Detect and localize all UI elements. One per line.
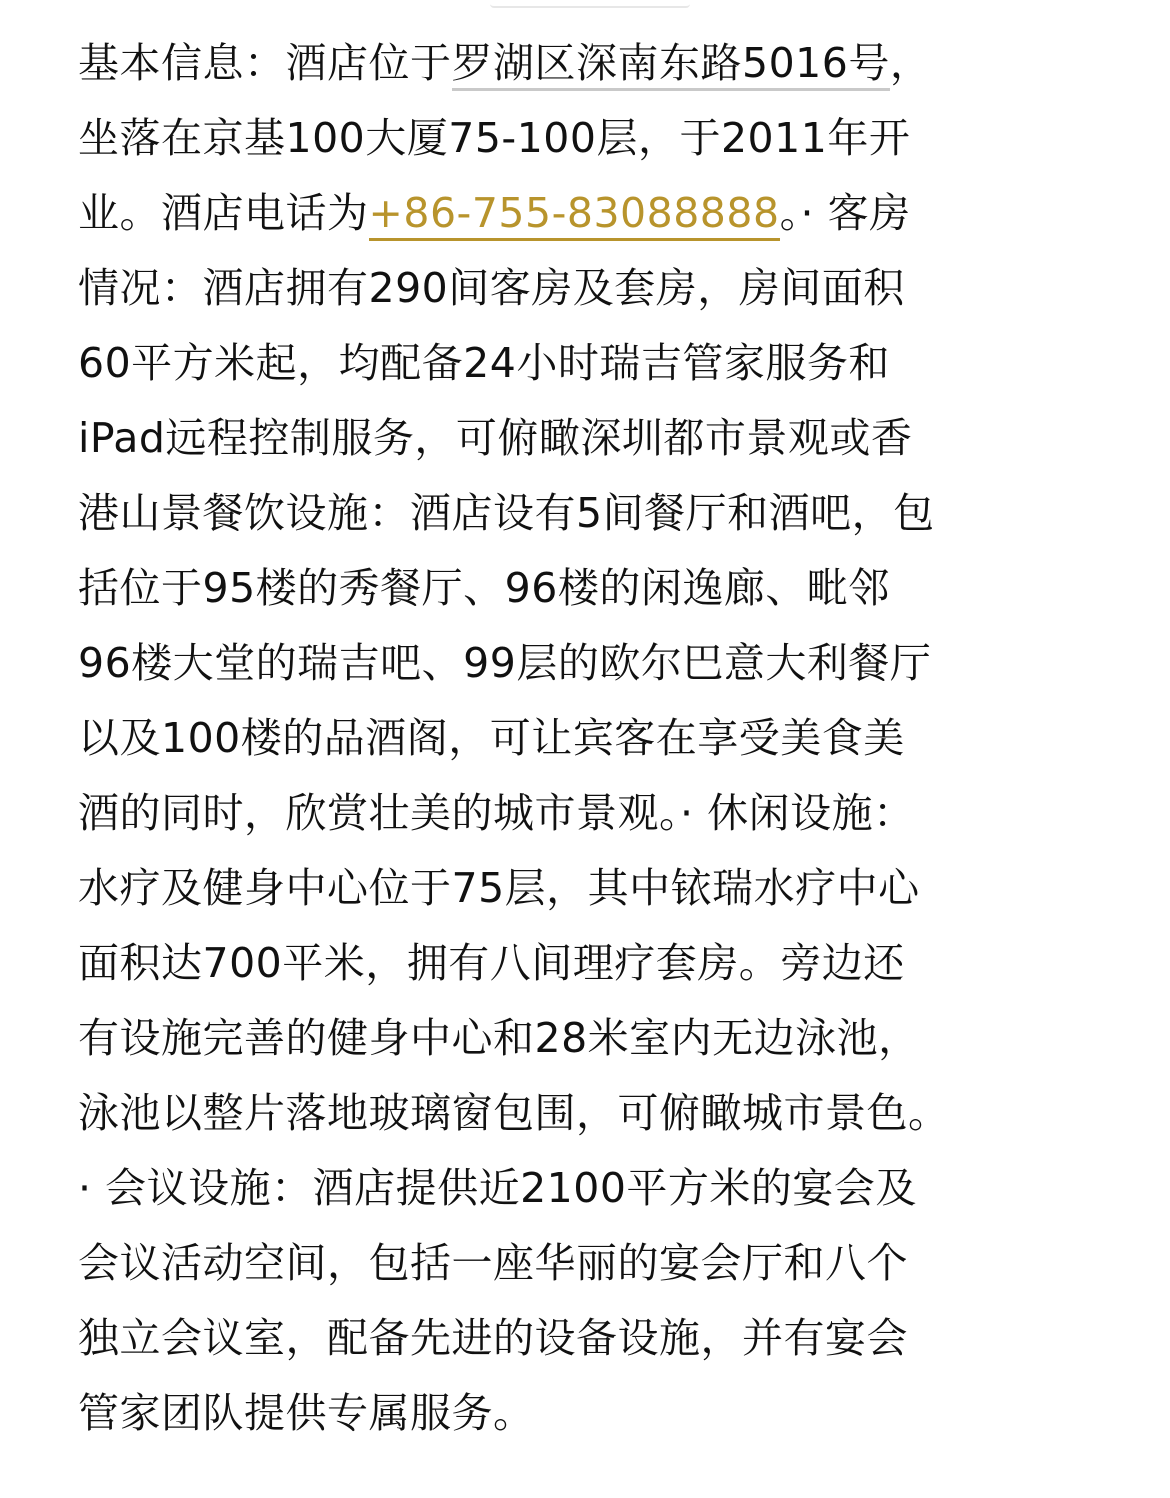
text-line: 有设施完善的健身中心和28米室内无边泳池，	[78, 1014, 920, 1062]
text-line	[78, 176, 1098, 251]
hotel-info-article	[78, 26, 1098, 1451]
text-line: 情况：酒店拥有290间客房及套房，房间面积	[78, 264, 905, 312]
text-line: 96楼大堂的瑞吉吧、99层的欧尔巴意大利餐厅	[78, 639, 932, 687]
text-segment: 。· 客房	[779, 189, 911, 237]
text-line: 港山景餐饮设施：酒店设有5间餐厅和酒吧，包	[78, 489, 935, 537]
phone-link[interactable]: +86-755-83088888	[369, 189, 780, 241]
text-line: 管家团队提供专属服务。	[78, 1389, 535, 1437]
text-segment: ，	[889, 39, 932, 87]
text-line: 面积达700平米，拥有八间理疗套房。旁边还	[78, 939, 905, 987]
text-line: 酒的同时，欣赏壮美的城市景观。· 休闲设施：	[78, 789, 915, 837]
text-line: 泳池以整片落地玻璃窗包围，可俯瞰城市景色。	[78, 1089, 950, 1137]
text-line: 会议活动空间，包括一座华丽的宴会厅和八个	[78, 1239, 908, 1287]
text-line: 独立会议室，配备先进的设备设施，并有宴会	[78, 1314, 908, 1362]
text-line: 以及100楼的品酒阁，可让宾客在享受美食美	[78, 714, 905, 762]
text-line: · 会议设施：酒店提供近2100平方米的宴会及	[78, 1164, 917, 1212]
text-segment: 业。酒店电话为	[78, 189, 369, 237]
text-line: 60平方米起，均配备24小时瑞吉管家服务和	[78, 339, 890, 387]
cropped-header-fragment	[490, 0, 690, 8]
text-line	[78, 26, 1098, 101]
address-link[interactable]: 罗湖区深南东路5016号	[452, 39, 890, 91]
text-segment: 基本信息：酒店位于	[78, 39, 452, 87]
text-line: 水疗及健身中心位于75层，其中铱瑞水疗中心	[78, 864, 920, 912]
text-line: 括位于95楼的秀餐厅、96楼的闲逸廊、毗邻	[78, 564, 890, 612]
text-line: iPad远程控制服务，可俯瞰深圳都市景观或香	[78, 414, 913, 462]
text-line: 坐落在京基100大厦75-100层，于2011年开	[78, 114, 911, 162]
